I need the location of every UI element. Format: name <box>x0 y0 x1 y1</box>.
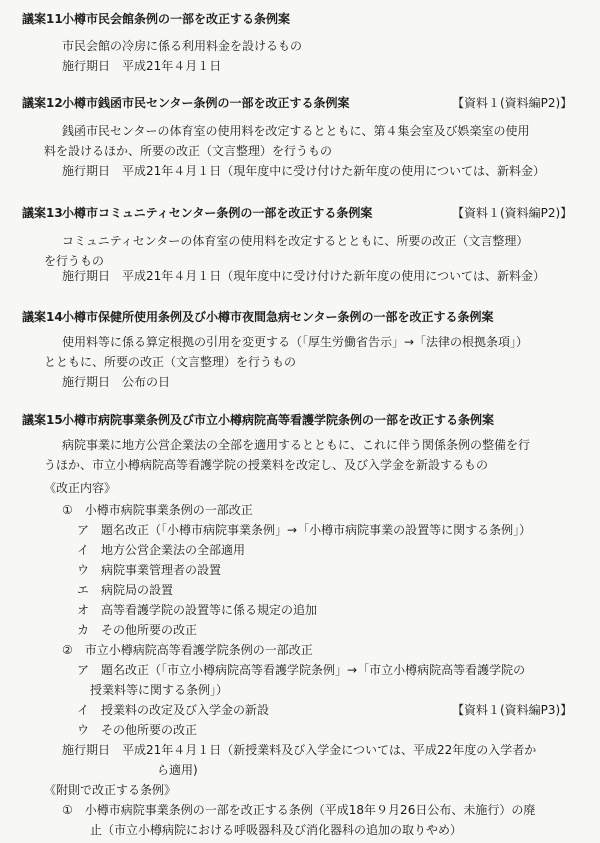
detail-text: その他所要の改正 <box>101 723 198 737</box>
bill-12-effective-date: 施行期日 平成21年４月１日（現年度中に受け付けた新年度の使用については、新料金） <box>62 164 546 178</box>
bill-14-body-line-2: とともに、所要の改正（文言整理）を行うもの <box>44 355 297 369</box>
bill-14-title: 小樽市保健所使用条例及び小樽市夜間急病センター条例の一部を改正する条例案 <box>62 310 494 324</box>
bill-15-detail-7 <box>77 622 197 638</box>
detail-mark: オ <box>77 603 90 617</box>
bill-15-number: 議案15 <box>22 413 63 427</box>
bill-13-title: 小樽市コミュニティセンター条例の一部を改正する条例案 <box>62 206 373 220</box>
bill-12-number: 議案12 <box>22 96 63 110</box>
bill-12-reference: 【資料１(資料編P2)】 <box>452 96 573 110</box>
bill-11-heading <box>22 11 290 27</box>
detail-mark: カ <box>77 623 90 637</box>
bill-14-effective-date: 施行期日 公布の日 <box>62 375 171 389</box>
bill-15-title: 小樽市病院事業条例及び市立小樽病院高等看護学院条例の一部を改正する条例案 <box>62 413 495 427</box>
supplementary-text: 小樽市病院事業条例の一部を改正する条例（平成18年９月26日公布、未施行）の廃 <box>84 803 536 817</box>
bill-15-heading <box>22 412 494 428</box>
bill-14-number: 議案14 <box>22 310 63 324</box>
bill-15-body-line-2: うほか、市立小樽病院高等看護学院の授業料を改定し、及び入学金を新設するもの <box>44 458 489 472</box>
detail-mark: ア <box>77 523 90 537</box>
detail-mark: ウ <box>77 563 90 577</box>
bill-13-number: 議案13 <box>22 206 63 220</box>
detail-mark: エ <box>77 583 90 597</box>
bill-11-effective-date: 施行期日 平成21年４月１日 <box>62 59 222 73</box>
detail-text: その他所要の改正 <box>101 623 198 637</box>
bill-12-body-line-1: 銭函市民センターの体育室の使用料を改定するとともに、第４集会室及び娯楽室の使用 <box>62 124 530 138</box>
bill-15-details-reference: 【資料１(資料編P3)】 <box>452 703 573 717</box>
bill-15-detail-12 <box>77 722 197 738</box>
bill-15-supplementary-2 <box>90 822 462 838</box>
detail-text: 地方公営企業法の全部適用 <box>101 543 246 557</box>
detail-mark: ② <box>62 643 73 657</box>
bill-15-detail-4 <box>77 562 221 578</box>
bill-12-title: 小樽市銭函市民センター条例の一部を改正する条例案 <box>62 96 350 110</box>
detail-text: 病院事業管理者の設置 <box>101 563 222 577</box>
detail-text: 題名改正（「小樽市病院事業条例」→「小樽市病院事業の設置等に関する条例」） <box>101 523 532 537</box>
bill-13-heading <box>22 205 372 221</box>
bill-15-detail-11 <box>77 702 269 718</box>
supplementary-mark: ① <box>62 803 73 817</box>
bill-15-details-heading: 《改正内容》 <box>44 481 117 495</box>
detail-mark: イ <box>77 543 90 557</box>
detail-text: 授業料等に関する条例」） <box>90 683 229 697</box>
bill-11-title: 小樽市民会館条例の一部を改正する条例案 <box>62 12 291 26</box>
bill-15-effective-date: 施行期日 平成21年４月１日（新授業料及び入学金については、平成22年度の入学者か <box>62 743 537 757</box>
bill-15-detail-1 <box>62 502 253 518</box>
bill-15-detail-8 <box>62 642 313 658</box>
detail-mark: ウ <box>77 723 90 737</box>
detail-text: 小樽市病院事業条例の一部改正 <box>84 503 253 517</box>
detail-text: 市立小樽病院高等看護学院条例の一部改正 <box>84 643 313 657</box>
detail-text: 病院局の設置 <box>101 583 174 597</box>
bill-15-supplementary-heading: 《附則で改正する条例》 <box>44 783 177 797</box>
supplementary-text: 止（市立小樽病院における呼吸器科及び消化器科の追加の取りやめ） <box>90 823 463 837</box>
detail-mark: ① <box>62 503 73 517</box>
bill-11-body-line-1: 市民会館の冷房に係る利用料金を設けるもの <box>62 39 303 53</box>
bill-13-body-line-1: コミュニティセンターの体育室の使用料を改定するとともに、所要の改正（文言整理） <box>62 234 529 248</box>
detail-mark: ア <box>77 663 90 677</box>
detail-mark: イ <box>77 703 90 717</box>
detail-text: 題名改正（「市立小樽病院高等看護学院条例」→「市立小樽病院高等看護学院の <box>101 663 526 677</box>
bill-13-effective-date: 施行期日 平成21年４月１日（現年度中に受け付けた新年度の使用については、新料金） <box>62 269 546 283</box>
bill-15-detail-3 <box>77 542 245 558</box>
bill-12-body-line-2: 料を設けるほか、所要の改正（文言整理）を行うもの <box>44 144 333 158</box>
bill-12-heading <box>22 95 350 111</box>
bill-14-heading <box>22 309 494 325</box>
bill-15-detail-10 <box>90 682 228 698</box>
bill-14-body-line-1: 使用料等に係る算定根拠の引用を変更する（「厚生労働省告示」→「法律の根拠条項」） <box>62 335 529 349</box>
bill-11-number: 議案11 <box>22 12 63 26</box>
bill-15-detail-9 <box>77 662 525 678</box>
detail-text: 授業料の改定及び入学金の新設 <box>101 703 270 717</box>
bill-15-detail-5 <box>77 582 173 598</box>
bill-15-effective-date-cont: ら適用) <box>157 763 198 777</box>
bill-15-detail-6 <box>77 602 317 618</box>
bill-13-reference: 【資料１(資料編P2)】 <box>452 206 573 220</box>
bill-15-body-line-1: 病院事業に地方公営企業法の全部を適用するとともに、これに伴う関係条例の整備を行 <box>62 438 531 452</box>
bill-13-body-line-2: を行うもの <box>44 254 105 268</box>
bill-15-supplementary-1 <box>62 802 535 818</box>
detail-text: 高等看護学院の設置等に係る規定の追加 <box>101 603 318 617</box>
bill-15-detail-2 <box>77 522 531 538</box>
